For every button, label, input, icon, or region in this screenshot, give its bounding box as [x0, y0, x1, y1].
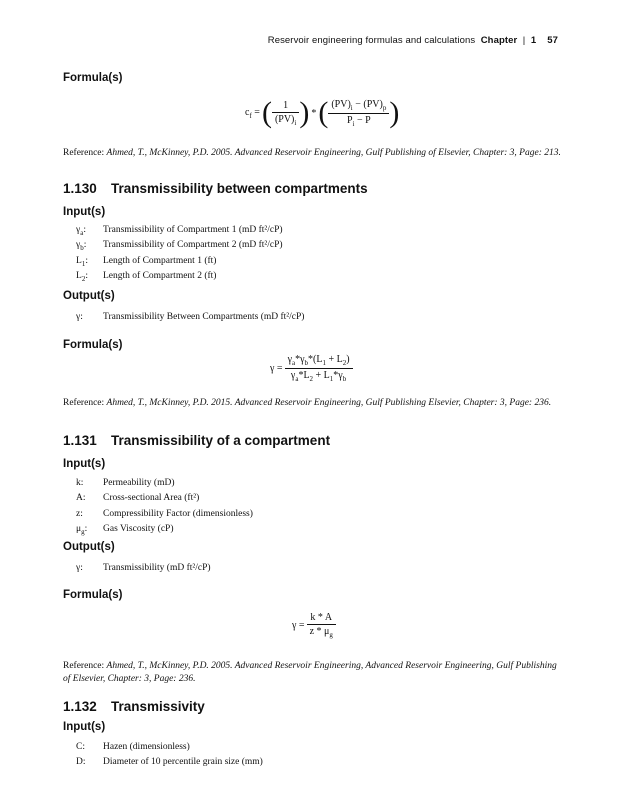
- inputs-heading: Input(s): [63, 458, 106, 470]
- page-number: 57: [547, 35, 558, 46]
- section-heading: 1.131 Transmissibility of a compartment: [63, 433, 331, 448]
- input-item: $\gamma_b$: Transmissibility of Compartment 2 (mD ft²/cP): [76, 240, 283, 253]
- formula-transmissibility: γ = $\frac{k * A}{z * \mu_g}$: [290, 612, 336, 639]
- reference: Reference: Ahmed, T., McKinney, P.D. 2005. Advanced Reservoir Engineering, Advanced Reservoir Engineering, Gulf Publishing of Elsevier, Chapter: 3, Page: 236.: [63, 661, 557, 684]
- chapter-label: Chapter: [480, 35, 518, 46]
- running-title: Reservoir engineering formulas and calculations: [267, 35, 476, 46]
- running-header: [268, 35, 558, 46]
- inputs-list: [76, 741, 263, 772]
- formula-transmissibility-between: γ = $\frac{\gamma_a*\gamma_b*(L_1 + L_2)}{\gamma_a*L_2 + L_1*\gamma_b}$: [268, 354, 353, 383]
- inputs-list: [76, 477, 253, 539]
- input-item: z: Compressibility Factor (dimensionless): [76, 508, 253, 519]
- header-separator: |: [522, 35, 526, 46]
- input-item: D: Diameter of 10 percentile grain size (mm): [76, 757, 263, 768]
- outputs-list: [76, 562, 211, 575]
- formula-heading: Formula(s): [63, 589, 123, 601]
- inputs-heading: Input(s): [63, 721, 106, 733]
- input-item: k: Permeability (mD): [76, 478, 175, 488]
- input-item: A: Cross-sectional Area (ft²): [76, 493, 200, 504]
- formula-cf: $c_f$ =( $\frac{1}{(PV)_i}$ ) *( $\frac{(PV)_i - (PV)_p}{P_i - P}$ ): [245, 96, 400, 129]
- formula-heading: Formula(s): [63, 339, 123, 351]
- section-heading: 1.130 Transmissibility between compartments: [63, 181, 368, 196]
- input-item: $\gamma_a$: Transmissibility of Compartment 1 (mD ft²/cP): [76, 225, 283, 237]
- outputs-heading: Output(s): [63, 290, 115, 302]
- reference: Reference: Ahmed, T., McKinney, P.D. 2015. Advanced Reservoir Engineering, Gulf Publishing Elsevier, Chapter: 3, Page: 236.: [63, 398, 552, 408]
- output-item: γ: Transmissibility (mD ft²/cP): [76, 563, 211, 573]
- input-item: C: Hazen (dimensionless): [76, 742, 190, 752]
- chapter-number: 1: [530, 35, 537, 46]
- inputs-list: [76, 224, 283, 286]
- reference: Reference: Ahmed, T., McKinney, P.D. 2005. Advanced Reservoir Engineering, Gulf Publishing of Elsevier, Chapter: 3, Page: 213.: [63, 148, 561, 158]
- section-heading: 1.132 Transmissivity: [63, 699, 205, 714]
- input-item: $\mu_g$: Gas Viscosity (cP): [76, 524, 174, 537]
- input-item: $L_1$: Length of Compartment 1 (ft): [76, 255, 217, 268]
- output-item: γ: Transmissibility Between Compartments (mD ft²/cP): [76, 312, 305, 322]
- outputs-heading: Output(s): [63, 541, 115, 553]
- inputs-heading: Input(s): [63, 206, 106, 218]
- formula-heading: Formula(s): [63, 72, 123, 84]
- outputs-list: [76, 311, 304, 324]
- input-item: $L_2$: Length of Compartment 2 (ft): [76, 271, 217, 284]
